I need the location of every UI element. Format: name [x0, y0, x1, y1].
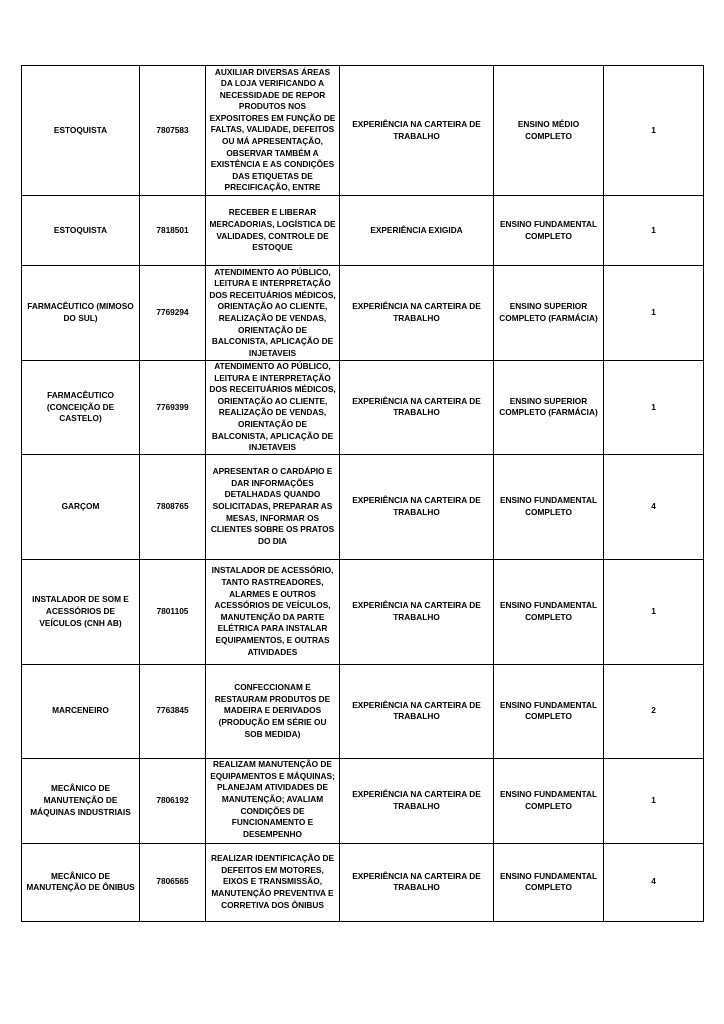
table-row: [22, 454, 704, 559]
job-code-cell: 7801105: [140, 559, 206, 664]
job-code-cell: 7807583: [140, 66, 206, 196]
education-cell: ENSINO FUNDAMENTAL COMPLETO: [494, 196, 604, 266]
job-code-cell: 7769399: [140, 361, 206, 455]
vacancies-cell: 1: [604, 559, 704, 664]
job-description-text: AUXILIAR DIVERSAS ÁREAS DA LOJA VERIFICANDO A NECESSIDADE DE REPOR PRODUTOS NOS EXPOSITORES EM FUNÇÃO DE FALTAS, VALIDADE, DEFEITOS OU MÁ APRESENTAÇÃO, OBSERVAR TAMBÉM A EXISTÊNCIA E AS CONDIÇÕES DAS ETIQUETAS DE PRECIFICAÇÃO, ENTRE: [209, 66, 336, 193]
job-title-cell: MECÂNICO DE MANUTENÇÃO DE ÔNIBUS: [22, 843, 140, 921]
experience-cell: EXPERIÊNCIA NA CARTEIRA DE TRABALHO: [340, 454, 494, 559]
job-description-text: REALIZAM MANUTENÇÃO DE EQUIPAMENTOS E MÁQUINAS; PLANEJAM ATIVIDADES DE MANUTENÇÃO; AVALIAM CONDIÇÕES DE FUNCIONAMENTO E DESEMPENHO: [210, 759, 335, 839]
table-row: [22, 758, 704, 843]
experience-cell: EXPERIÊNCIA NA CARTEIRA DE TRABALHO: [340, 66, 494, 196]
job-description-cell: [206, 66, 340, 196]
experience-cell: EXPERIÊNCIA NA CARTEIRA DE TRABALHO: [340, 758, 494, 843]
job-code-cell: 7806565: [140, 843, 206, 921]
job-code-cell: 7763845: [140, 664, 206, 758]
job-description-cell: CONFECCIONAM E RESTAURAM PRODUTOS DE MADEIRA E DERIVADOS (PRODUÇÃO EM SÉRIE OU SOB MEDIDA): [206, 664, 340, 758]
education-cell: ENSINO SUPERIOR COMPLETO (FARMÁCIA): [494, 266, 604, 361]
job-title-cell: GARÇOM: [22, 454, 140, 559]
job-description-cell: APRESENTAR O CARDÁPIO E DAR INFORMAÇÕES DETALHADAS QUANDO SOLICITADAS, PREPARAR AS MESAS, INFORMAR OS CLIENTES SOBRE OS PRATOS DO DIA: [206, 454, 340, 559]
education-cell: ENSINO FUNDAMENTAL COMPLETO: [494, 758, 604, 843]
job-description-cell: ATENDIMENTO AO PÚBLICO, LEITURA E INTERPRETAÇÃO DOS RECEITUÁRIOS MÉDICOS, ORIENTAÇÃO AO CLIENTE, REALIZAÇÃO DE VENDAS, ORIENTAÇÃO DE BALCONISTA, APLICAÇÃO DE INJETAVEIS: [206, 266, 340, 361]
experience-cell: EXPERIÊNCIA NA CARTEIRA DE TRABALHO: [340, 664, 494, 758]
job-title-cell: MECÂNICO DE MANUTENÇÃO DE MÁQUINAS INDUSTRIAIS: [22, 758, 140, 843]
job-code-cell: 7818501: [140, 196, 206, 266]
job-description-cell: REALIZAR IDENTIFICAÇÃO DE DEFEITOS EM MOTORES, EIXOS E TRANSMISSÃO, MANUTENÇÃO PREVENTIVA E CORRETIVA DOS ÔNIBUS: [206, 843, 340, 921]
education-cell: ENSINO FUNDAMENTAL COMPLETO: [494, 454, 604, 559]
education-cell: ENSINO FUNDAMENTAL COMPLETO: [494, 843, 604, 921]
table-row: [22, 664, 704, 758]
education-cell: ENSINO SUPERIOR COMPLETO (FARMÁCIA): [494, 361, 604, 455]
job-description-cell: ATENDIMENTO AO PÚBLICO, LEITURA E INTERPRETAÇÃO DOS RECEITUÁRIOS MÉDICOS, ORIENTAÇÃO AO CLIENTE, REALIZAÇÃO DE VENDAS, ORIENTAÇÃO DE BALCONISTA, APLICAÇÃO DE INJETAVEIS: [206, 361, 340, 455]
job-code-cell: 7808765: [140, 454, 206, 559]
table-row: [22, 361, 704, 455]
education-cell: ENSINO MÉDIO COMPLETO: [494, 66, 604, 196]
table-row: [22, 559, 704, 664]
job-title-cell: FARMACÊUTICO (CONCEIÇÃO DE CASTELO): [22, 361, 140, 455]
vacancies-cell: 1: [604, 66, 704, 196]
experience-cell: EXPERIÊNCIA NA CARTEIRA DE TRABALHO: [340, 843, 494, 921]
vacancies-cell: 1: [604, 361, 704, 455]
job-title-cell: INSTALADOR DE SOM E ACESSÓRIOS DE VEÍCULOS (CNH AB): [22, 559, 140, 664]
job-description-cell: RECEBER E LIBERAR MERCADORIAS, LOGÍSTICA DE VALIDADES, CONTROLE DE ESTOQUE: [206, 196, 340, 266]
table-row: [22, 66, 704, 196]
experience-cell: EXPERIÊNCIA NA CARTEIRA DE TRABALHO: [340, 361, 494, 455]
table-row: [22, 196, 704, 266]
job-title-cell: ESTOQUISTA: [22, 66, 140, 196]
experience-cell: EXPERIÊNCIA EXIGIDA: [340, 196, 494, 266]
job-title-cell: MARCENEIRO: [22, 664, 140, 758]
job-code-cell: 7806192: [140, 758, 206, 843]
experience-cell: EXPERIÊNCIA NA CARTEIRA DE TRABALHO: [340, 559, 494, 664]
vacancies-cell: 2: [604, 664, 704, 758]
vacancies-cell: 1: [604, 266, 704, 361]
job-description-cell: [206, 758, 340, 843]
experience-cell: EXPERIÊNCIA NA CARTEIRA DE TRABALHO: [340, 266, 494, 361]
job-title-cell: ESTOQUISTA: [22, 196, 140, 266]
education-cell: ENSINO FUNDAMENTAL COMPLETO: [494, 664, 604, 758]
job-title-cell: FARMACÊUTICO (MIMOSO DO SUL): [22, 266, 140, 361]
vacancies-cell: 1: [604, 758, 704, 843]
education-cell: ENSINO FUNDAMENTAL COMPLETO: [494, 559, 604, 664]
job-vacancies-table: [21, 65, 704, 922]
vacancies-cell: 4: [604, 454, 704, 559]
table-row: [22, 843, 704, 921]
table-row: [22, 266, 704, 361]
vacancies-cell: 4: [604, 843, 704, 921]
job-description-cell: INSTALADOR DE ACESSÓRIO, TANTO RASTREADORES, ALARMES E OUTROS ACESSÓRIOS DE VEÍCULOS, MANUTENÇÃO DA PARTE ELÉTRICA PARA INSTALAR EQUIPAMENTOS, E OUTRAS ATIVIDADES: [206, 559, 340, 664]
job-code-cell: 7769294: [140, 266, 206, 361]
vacancies-cell: 1: [604, 196, 704, 266]
